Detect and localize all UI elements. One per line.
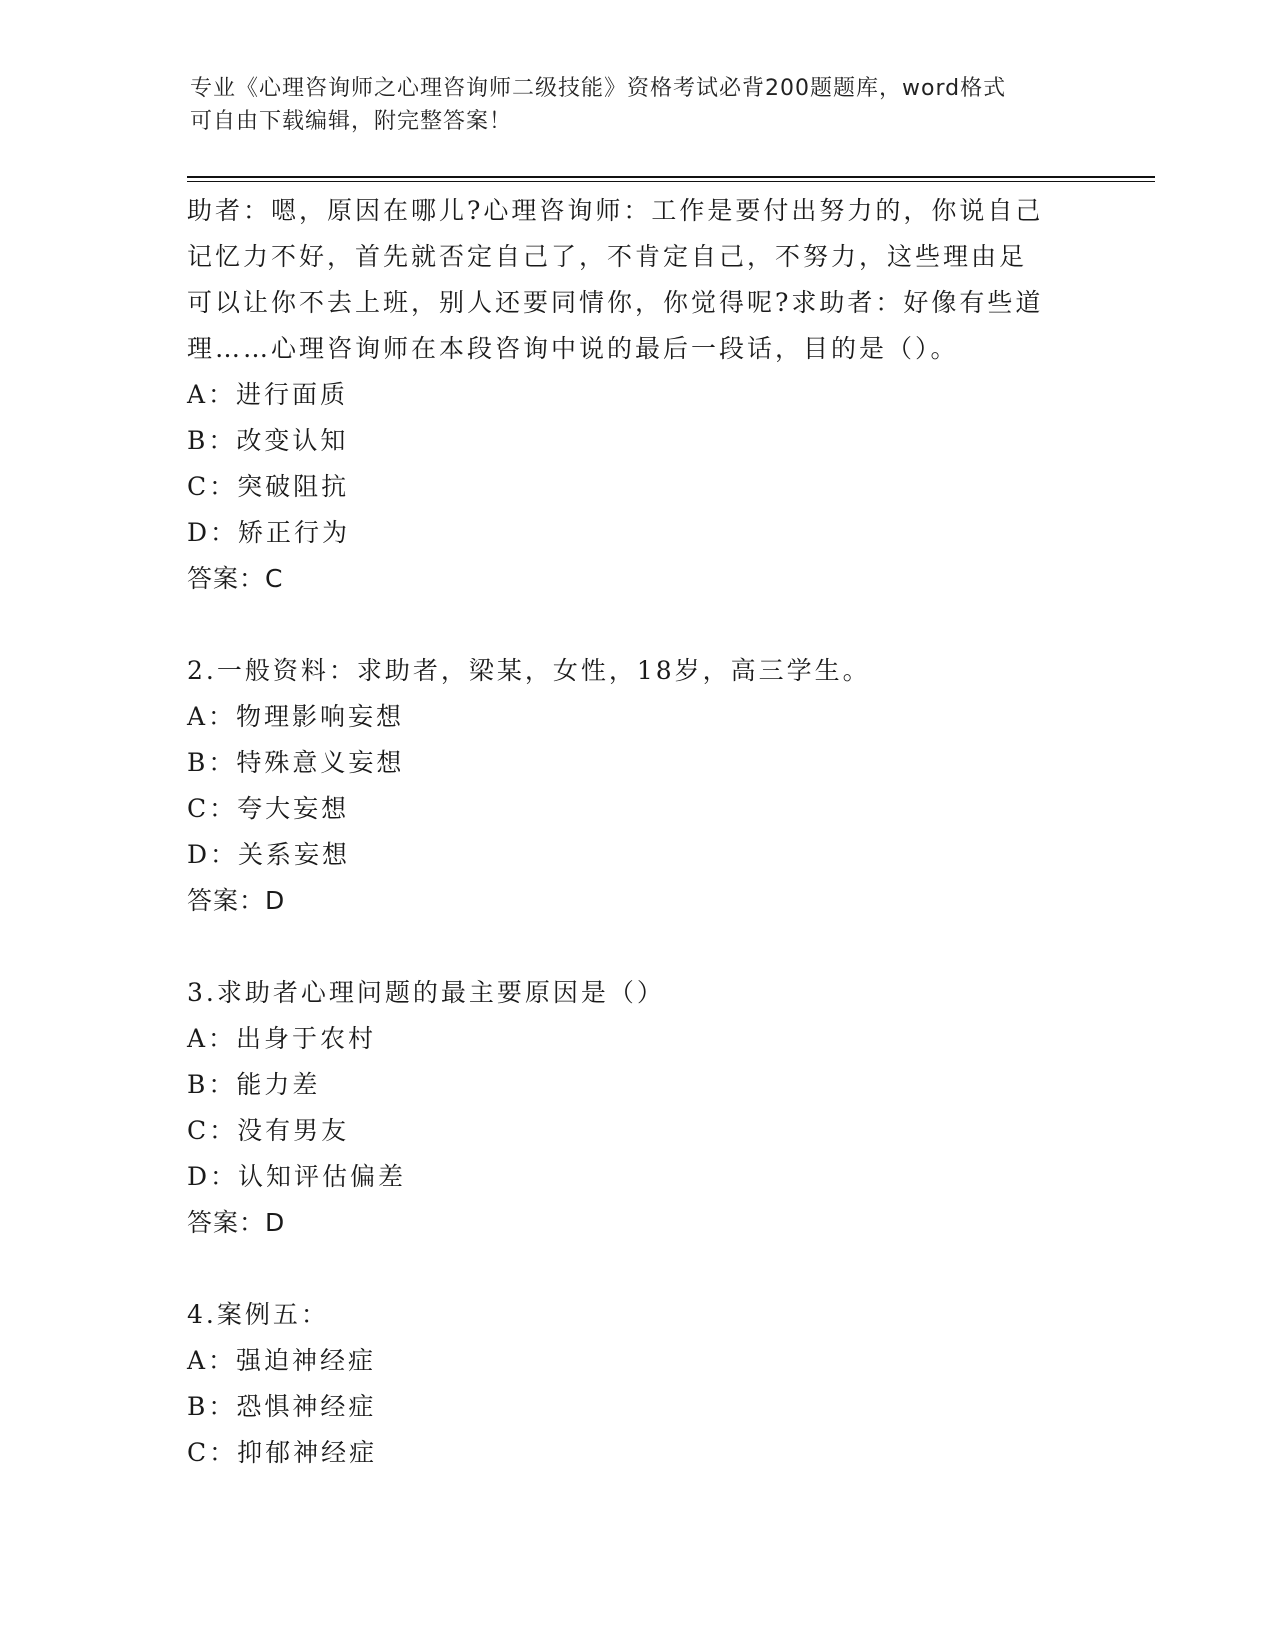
option-a: A：出身于农村	[187, 1024, 377, 1053]
question-spacer	[187, 602, 1087, 648]
option-a: A：强迫神经症	[187, 1346, 377, 1375]
option-a: A：物理影响妄想	[187, 702, 405, 731]
answer-line: 答案：D	[187, 886, 286, 915]
option-b: B：改变认知	[187, 426, 349, 455]
option-d: D：矫正行为	[187, 518, 351, 547]
option-d: D：关系妄想	[187, 840, 351, 869]
question-spacer	[187, 1246, 1087, 1292]
question-stem: 2.一般资料：求助者，梁某，女性，18岁，高三学生。	[187, 656, 871, 685]
question-3	[187, 970, 1087, 1246]
option-c: C：抑郁神经症	[187, 1438, 378, 1467]
option-c: C：夸大妄想	[187, 794, 350, 823]
question-stem-line: 可以让你不去上班，别人还要同情你，你觉得呢?求助者：好像有些道	[187, 288, 1044, 317]
header-title-line-2: 可自由下载编辑，附完整答案！	[190, 109, 513, 134]
header-rule-thick	[187, 176, 1155, 178]
question-stem-line: 记忆力不好，首先就否定自己了，不肯定自己，不努力，这些理由足	[187, 242, 1028, 271]
header-rule-thin	[187, 181, 1155, 182]
question-stem: 4.案例五：	[187, 1300, 329, 1329]
question-stem-line: 助者：嗯，原因在哪儿?心理咨询师：工作是要付出努力的，你说自己	[187, 196, 1044, 225]
answer-line: 答案：C	[187, 564, 284, 593]
option-c: C：突破阻抗	[187, 472, 350, 501]
option-b: B：特殊意义妄想	[187, 748, 405, 777]
answer-line: 答案：D	[187, 1208, 286, 1237]
question-list	[187, 188, 1087, 1476]
option-b: B：能力差	[187, 1070, 321, 1099]
option-c: C：没有男友	[187, 1116, 350, 1145]
question-2	[187, 648, 1087, 924]
question-4	[187, 1292, 1087, 1476]
header-title-line-1: 专业《心理咨询师之心理咨询师二级技能》资格考试必背200题题库，word格式	[190, 76, 1007, 101]
question-stem: 3.求助者心理问题的最主要原因是（）	[187, 978, 665, 1007]
option-d: D：认知评估偏差	[187, 1162, 407, 1191]
option-a: A：进行面质	[187, 380, 349, 409]
question-spacer	[187, 924, 1087, 970]
question-stem-line: 理……心理咨询师在本段咨询中说的最后一段话，目的是（）。	[187, 334, 959, 363]
question-1	[187, 188, 1087, 602]
option-b: B：恐惧神经症	[187, 1392, 377, 1421]
document-header	[190, 72, 1080, 138]
